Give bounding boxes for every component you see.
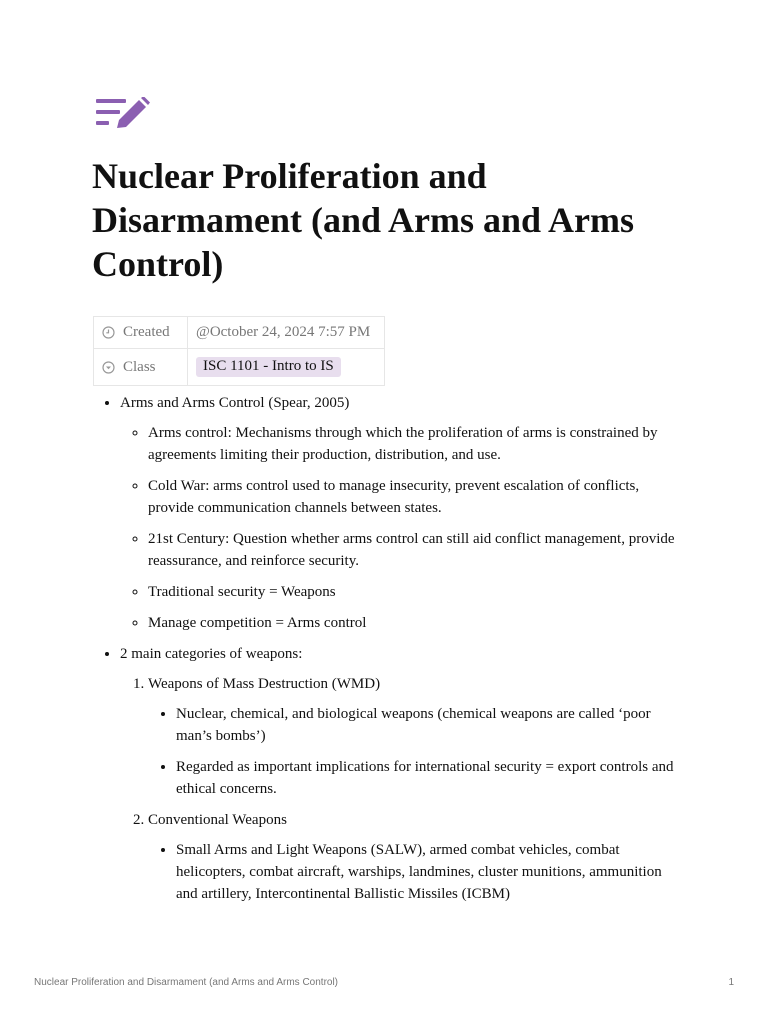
list-item: ◦ Cold War: arms control used to manage insecurity, prevent escalation of conflicts, provide communication channels between states. [148, 475, 682, 519]
notes-edit-icon [95, 97, 151, 131]
page-title: Nuclear Proliferation and Disarmament (and Arms and Arms Control) [92, 156, 635, 284]
bulleted-sublist [148, 703, 682, 800]
list-item: ◦ 21st Century: Question whether arms control can still aid conflict management, provide reassurance, and reinforce security. [148, 528, 682, 572]
list-item: • Small Arms and Light Weapons (SALW), armed combat vehicles, combat helicopters, combat aircraft, warships, landmines, cluster munitions, ammunition and artillery, Intercontinental Ballistic Missiles (ICBM) [176, 839, 682, 905]
class-tag[interactable]: ISC 1101 - Intro to IS [196, 357, 341, 377]
list-item: ◦ Arms control: Mechanisms through which the proliferation of arms is constrained by agreements limiting their production, distribution, and use. [148, 422, 682, 466]
list-item: ◦ Traditional security = Weapons [148, 581, 682, 603]
list-item [120, 392, 682, 634]
property-value-created[interactable]: @October 24, 2024 7:57 PM [188, 317, 385, 349]
numbered-item [148, 673, 682, 800]
category-title: 2. Conventional Weapons [148, 812, 287, 828]
numbered-list [120, 673, 682, 905]
list-item [120, 643, 682, 905]
bulleted-list [92, 392, 682, 905]
list-item: ◦ Manage competition = Arms control [148, 612, 682, 634]
footer-title: Nuclear Proliferation and Disarmament (and Arms and Arms Control) [34, 977, 339, 988]
properties-table [93, 316, 385, 386]
numbered-item [148, 809, 682, 905]
list-item: • Regarded as important implications for international security = export controls and ethical concerns. [176, 756, 682, 800]
property-row-created [94, 317, 385, 349]
property-key-created [94, 317, 188, 349]
bulleted-sublist [120, 422, 682, 634]
page-content [92, 392, 682, 914]
select-icon [102, 361, 115, 374]
list-item: • Nuclear, chemical, and biological weapons (chemical weapons are called ‘poor man’s bombs’) [176, 703, 682, 747]
property-key-class [94, 349, 188, 386]
bulleted-sublist [148, 839, 682, 905]
category-title: 1. Weapons of Mass Destruction (WMD) [148, 676, 381, 692]
section-heading: • 2 main categories of weapons: [120, 646, 303, 662]
footer-page-number: 1 [728, 977, 734, 988]
property-label-class: Class [123, 358, 156, 375]
property-value-class[interactable] [188, 349, 385, 386]
clock-icon [102, 326, 115, 339]
property-row-class [94, 349, 385, 386]
section-heading: • Arms and Arms Control (Spear, 2005) [120, 395, 350, 411]
property-label-created: Created [123, 324, 170, 340]
